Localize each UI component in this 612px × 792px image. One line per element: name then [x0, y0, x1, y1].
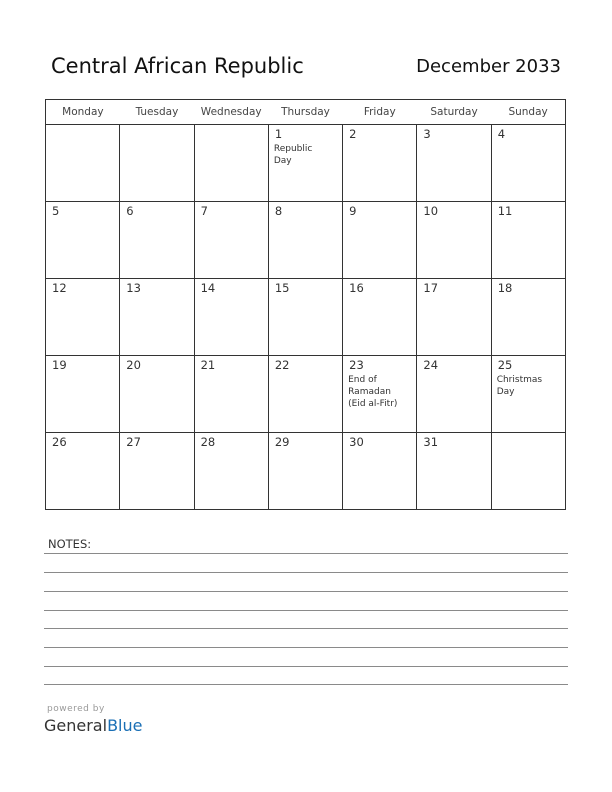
- weekday-header-row: [46, 100, 566, 125]
- day-cell: [491, 279, 565, 356]
- day-number: 3: [423, 127, 431, 141]
- day-cell: [46, 125, 120, 202]
- day-cell: [120, 125, 194, 202]
- holiday-label: Christmas Day: [496, 375, 543, 397]
- day-cell: [268, 433, 342, 510]
- day-number: 29: [274, 435, 290, 449]
- day-cell: [417, 279, 491, 356]
- day-number: 9: [349, 204, 357, 218]
- week-row: [46, 356, 566, 433]
- day-number: 20: [126, 358, 141, 372]
- generalblue-logo[interactable]: [44, 716, 142, 735]
- weekday-header: Sunday: [491, 100, 565, 125]
- day-number: 4: [497, 127, 506, 141]
- week-row: [46, 202, 566, 279]
- notes-line[interactable]: [44, 591, 568, 592]
- day-cell: [194, 433, 268, 510]
- week-row: [46, 279, 566, 356]
- brand-blue: Blue: [107, 716, 143, 735]
- day-cell: [46, 279, 120, 356]
- day-number: 7: [200, 204, 208, 218]
- day-cell: [417, 202, 491, 279]
- day-number: 22: [274, 358, 290, 372]
- week-row: [46, 125, 566, 202]
- day-number: 30: [349, 435, 364, 449]
- calendar-country-title: Central African Republic: [51, 54, 304, 78]
- day-cell: [491, 202, 565, 279]
- day-number: 17: [423, 281, 439, 295]
- weekday-header: Wednesday: [194, 100, 268, 125]
- weekday-header: Friday: [343, 100, 417, 125]
- day-number: 18: [497, 281, 513, 295]
- day-cell: [343, 279, 417, 356]
- day-cell: [268, 202, 342, 279]
- day-cell: [194, 125, 268, 202]
- calendar-grid: [45, 99, 566, 510]
- week-row: [46, 433, 566, 510]
- weekday-header: Tuesday: [120, 100, 194, 125]
- day-number: 28: [200, 435, 216, 449]
- day-number: 24: [423, 358, 439, 372]
- day-number: 23: [349, 358, 364, 372]
- notes-line[interactable]: [44, 684, 568, 685]
- day-cell: [194, 279, 268, 356]
- day-number: 2: [349, 127, 357, 141]
- day-cell: [491, 125, 565, 202]
- day-cell: [343, 202, 417, 279]
- day-cell: [268, 279, 342, 356]
- notes-line[interactable]: [44, 647, 568, 648]
- day-cell: [194, 356, 268, 433]
- day-number: 14: [200, 281, 216, 295]
- day-number: 27: [126, 435, 141, 449]
- day-number: 8: [274, 204, 283, 218]
- weekday-header: Thursday: [268, 100, 342, 125]
- day-cell: [46, 433, 120, 510]
- day-number: 12: [52, 281, 67, 295]
- day-cell: [343, 356, 417, 433]
- day-cell: [46, 202, 120, 279]
- day-cell: [194, 202, 268, 279]
- day-cell: [491, 433, 565, 510]
- day-number: 26: [52, 435, 67, 449]
- day-number: 10: [423, 204, 439, 218]
- notes-line[interactable]: [44, 628, 568, 629]
- day-number: 21: [200, 358, 216, 372]
- holiday-label: End of Ramadan (Eid al-Fitr): [348, 375, 398, 409]
- brand-general: General: [44, 716, 108, 735]
- day-number: 15: [274, 281, 290, 295]
- calendar-month-title: December 2033: [416, 56, 561, 77]
- day-number: 6: [126, 204, 134, 218]
- holiday-label: Republic Day: [273, 144, 313, 166]
- day-cell: [268, 125, 342, 202]
- notes-label: NOTES:: [48, 537, 92, 551]
- day-cell: [417, 433, 491, 510]
- day-cell: [120, 433, 194, 510]
- day-cell: [46, 356, 120, 433]
- day-cell: [417, 125, 491, 202]
- weekday-header: Saturday: [417, 100, 491, 125]
- day-number: 1: [274, 127, 283, 141]
- day-number: 31: [423, 435, 439, 449]
- day-cell: [268, 356, 342, 433]
- day-number: 16: [349, 281, 364, 295]
- day-cell: [120, 356, 194, 433]
- day-number: 5: [52, 204, 60, 218]
- day-cell: [491, 356, 565, 433]
- day-number: 25: [497, 358, 513, 372]
- notes-line[interactable]: [44, 572, 568, 573]
- day-number: 11: [497, 204, 513, 218]
- day-number: 13: [126, 281, 141, 295]
- day-cell: [343, 433, 417, 510]
- day-cell: [120, 279, 194, 356]
- day-cell: [120, 202, 194, 279]
- notes-line[interactable]: [44, 553, 568, 554]
- day-cell: [417, 356, 491, 433]
- notes-line[interactable]: [44, 666, 568, 667]
- day-cell: [343, 125, 417, 202]
- notes-line[interactable]: [44, 610, 568, 611]
- day-number: 19: [52, 358, 67, 372]
- weekday-header: Monday: [46, 100, 120, 125]
- powered-by-text: powered by: [47, 704, 105, 714]
